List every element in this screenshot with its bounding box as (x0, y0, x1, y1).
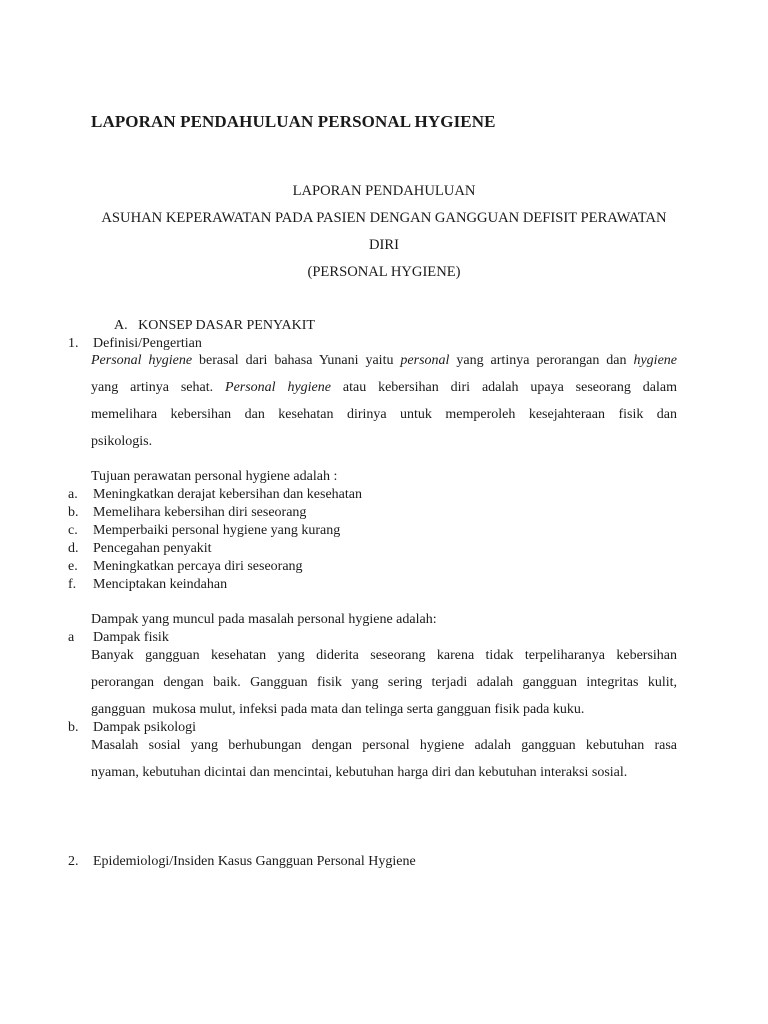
tujuan-label: a. (68, 487, 78, 502)
heading-line-1: LAPORAN PENDAHULUAN (292, 183, 476, 199)
definition-line-2: yang artinya sehat. Personal hygiene atau kebersihan diri adalah upaya seseorang dalam (91, 380, 677, 395)
tujuan-label: e. (68, 559, 78, 574)
definition-line-1: Personal hygiene berasal dari bahasa Yunani yaitu personal yang artinya perorangan dan hygiene (91, 353, 677, 368)
item-2-number: 2. (68, 854, 79, 869)
item-1-title: Definisi/Pengertian (93, 336, 202, 351)
definition-line-4: psikologis. (91, 434, 153, 449)
tujuan-label: d. (68, 541, 79, 556)
dampak-intro: Dampak yang muncul pada masalah personal hygiene adalah: (91, 612, 437, 627)
item-2-title: Epidemiologi/Insiden Kasus Gangguan Personal Hygiene (93, 854, 416, 869)
dampak-psikologi-line-2: nyaman, kebutuhan dicintai dan mencintai, kebutuhan harga diri dan kebutuhan interaksi sosial. (91, 765, 628, 780)
dampak-fisik-line-3: gangguan mukosa mulut, infeksi pada mata dan telinga serta gangguan fisik pada kuku. (91, 702, 585, 717)
tujuan-item: Pencegahan penyakit (93, 541, 212, 556)
tujuan-label: f. (68, 577, 77, 592)
definition-line-3: memelihara kebersihan dan kesehatan dirinya untuk memperoleh kesejahteraan fisik dan (91, 407, 677, 422)
definition-italic: Personal hygiene (91, 353, 193, 368)
tujuan-item: Meningkatkan derajat kebersihan dan kesehatan (93, 487, 363, 502)
dampak-fisik-label: a (68, 630, 75, 645)
dampak-fisik-line-1: Banyak gangguan kesehatan yang diderita seseorang karena tidak terpeliharanya kebersihan (91, 648, 677, 663)
dampak-fisik-line-2: perorangan dengan baik. Gangguan fisik yang sering terjadi adalah gangguan integritas kulit, (91, 675, 677, 690)
tujuan-label: b. (68, 505, 79, 520)
dampak-psikologi-title: Dampak psikologi (93, 720, 197, 735)
heading-line-4: (PERSONAL HYGIENE) (307, 264, 461, 280)
section-a-heading: A. KONSEP DASAR PENYAKIT (114, 318, 315, 333)
tujuan-item: Menciptakan keindahan (93, 577, 228, 592)
tujuan-item: Meningkatkan percaya diri seseorang (93, 559, 303, 574)
tujuan-item: Memperbaiki personal hygiene yang kurang (93, 523, 341, 538)
dampak-psikologi-line-1: Masalah sosial yang berhubungan dengan personal hygiene adalah gangguan kebutuhan rasa (91, 738, 677, 753)
main-title: LAPORAN PENDAHULUAN PERSONAL HYGIENE (91, 112, 496, 131)
heading-line-3: DIRI (369, 237, 399, 253)
tujuan-intro: Tujuan perawatan personal hygiene adalah : (91, 469, 338, 484)
tujuan-item: Memelihara kebersihan diri seseorang (93, 505, 307, 520)
item-1-number: 1. (68, 336, 79, 351)
dampak-fisik-title: Dampak fisik (93, 630, 169, 645)
heading-line-2: ASUHAN KEPERAWATAN PADA PASIEN DENGAN GANGGUAN DEFISIT PERAWATAN (101, 210, 667, 226)
dampak-psikologi-label: b. (68, 720, 79, 735)
tujuan-label: c. (68, 523, 78, 538)
